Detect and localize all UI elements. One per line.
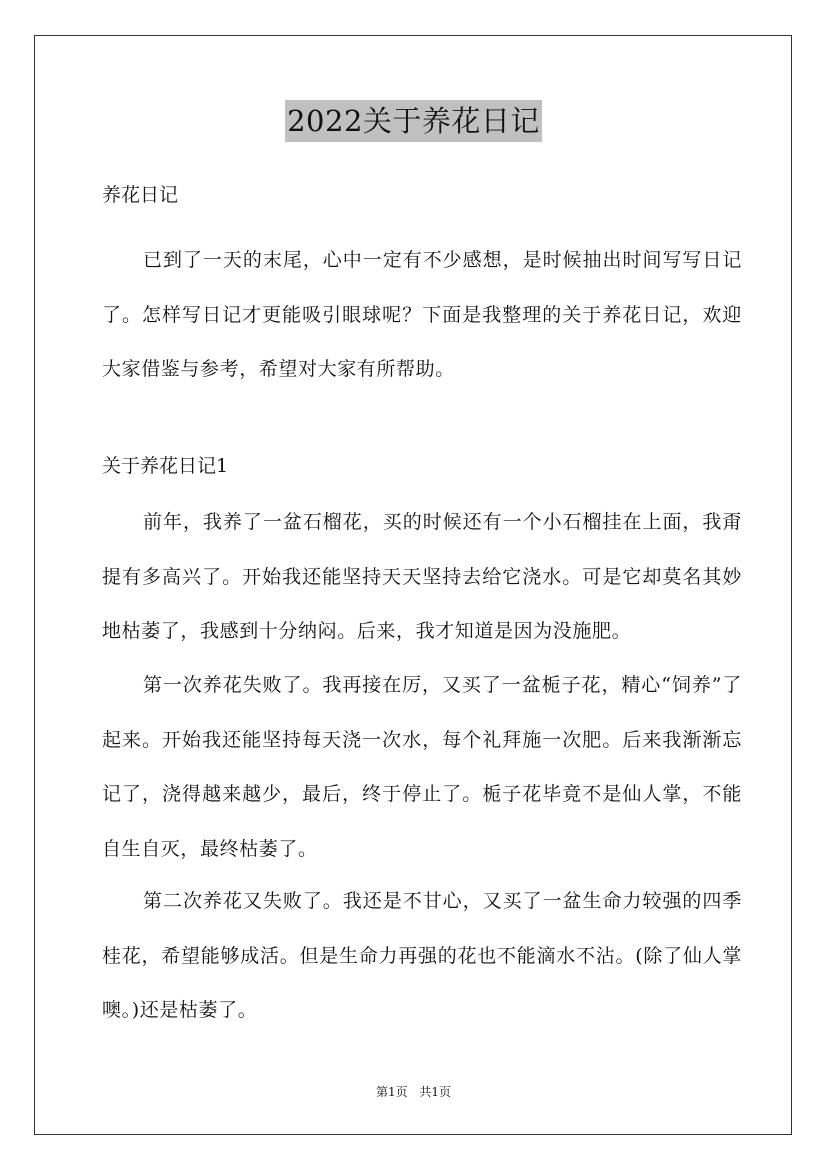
total-pages: 共1页 <box>419 1085 452 1099</box>
page-number: 第1页 <box>375 1085 408 1099</box>
entry-heading: 关于养花日记1 <box>102 455 229 477</box>
title-container <box>0 100 827 142</box>
section-heading: 养花日记 <box>102 184 179 206</box>
body-paragraph: 第一次养花失败了。我再接在厉，又买了一盆栀子花，精心“饲养”了起来。开始我还能坚持每天浇一次水，每个礼拜施一次肥。后来我渐渐忘记了，浇得越来越少，最后，终于停止了。栀子花毕竟不是仙人掌，不能自生自灭，最终枯萎了。 <box>102 674 742 860</box>
body-paragraph: 第二次养花又失败了。我还是不甘心，又买了一盆生命力较强的四季桂花，希望能够成活。但是生命力再强的花也不能滴水不沾。(除了仙人掌噢。)还是枯萎了。 <box>102 890 742 1021</box>
page-footer <box>0 1083 827 1100</box>
body-paragraph: 前年，我养了一盆石榴花，买的时候还有一个小石榴挂在上面，我甭提有多高兴了。开始我还能坚持天天坚持去给它浇水。可是它却莫名其妙地枯萎了，我感到十分纳闷。后来，我才知道是因为没施肥。 <box>102 511 742 642</box>
document-title: 2022关于养花日记 <box>285 100 542 142</box>
intro-paragraph: 已到了一天的末尾，心中一定有不少感想，是时候抽出时间写写日记了。怎样写日记才更能吸引眼球呢？下面是我整理的关于养花日记，欢迎大家借鉴与参考，希望对大家有所帮助。 <box>102 249 742 380</box>
